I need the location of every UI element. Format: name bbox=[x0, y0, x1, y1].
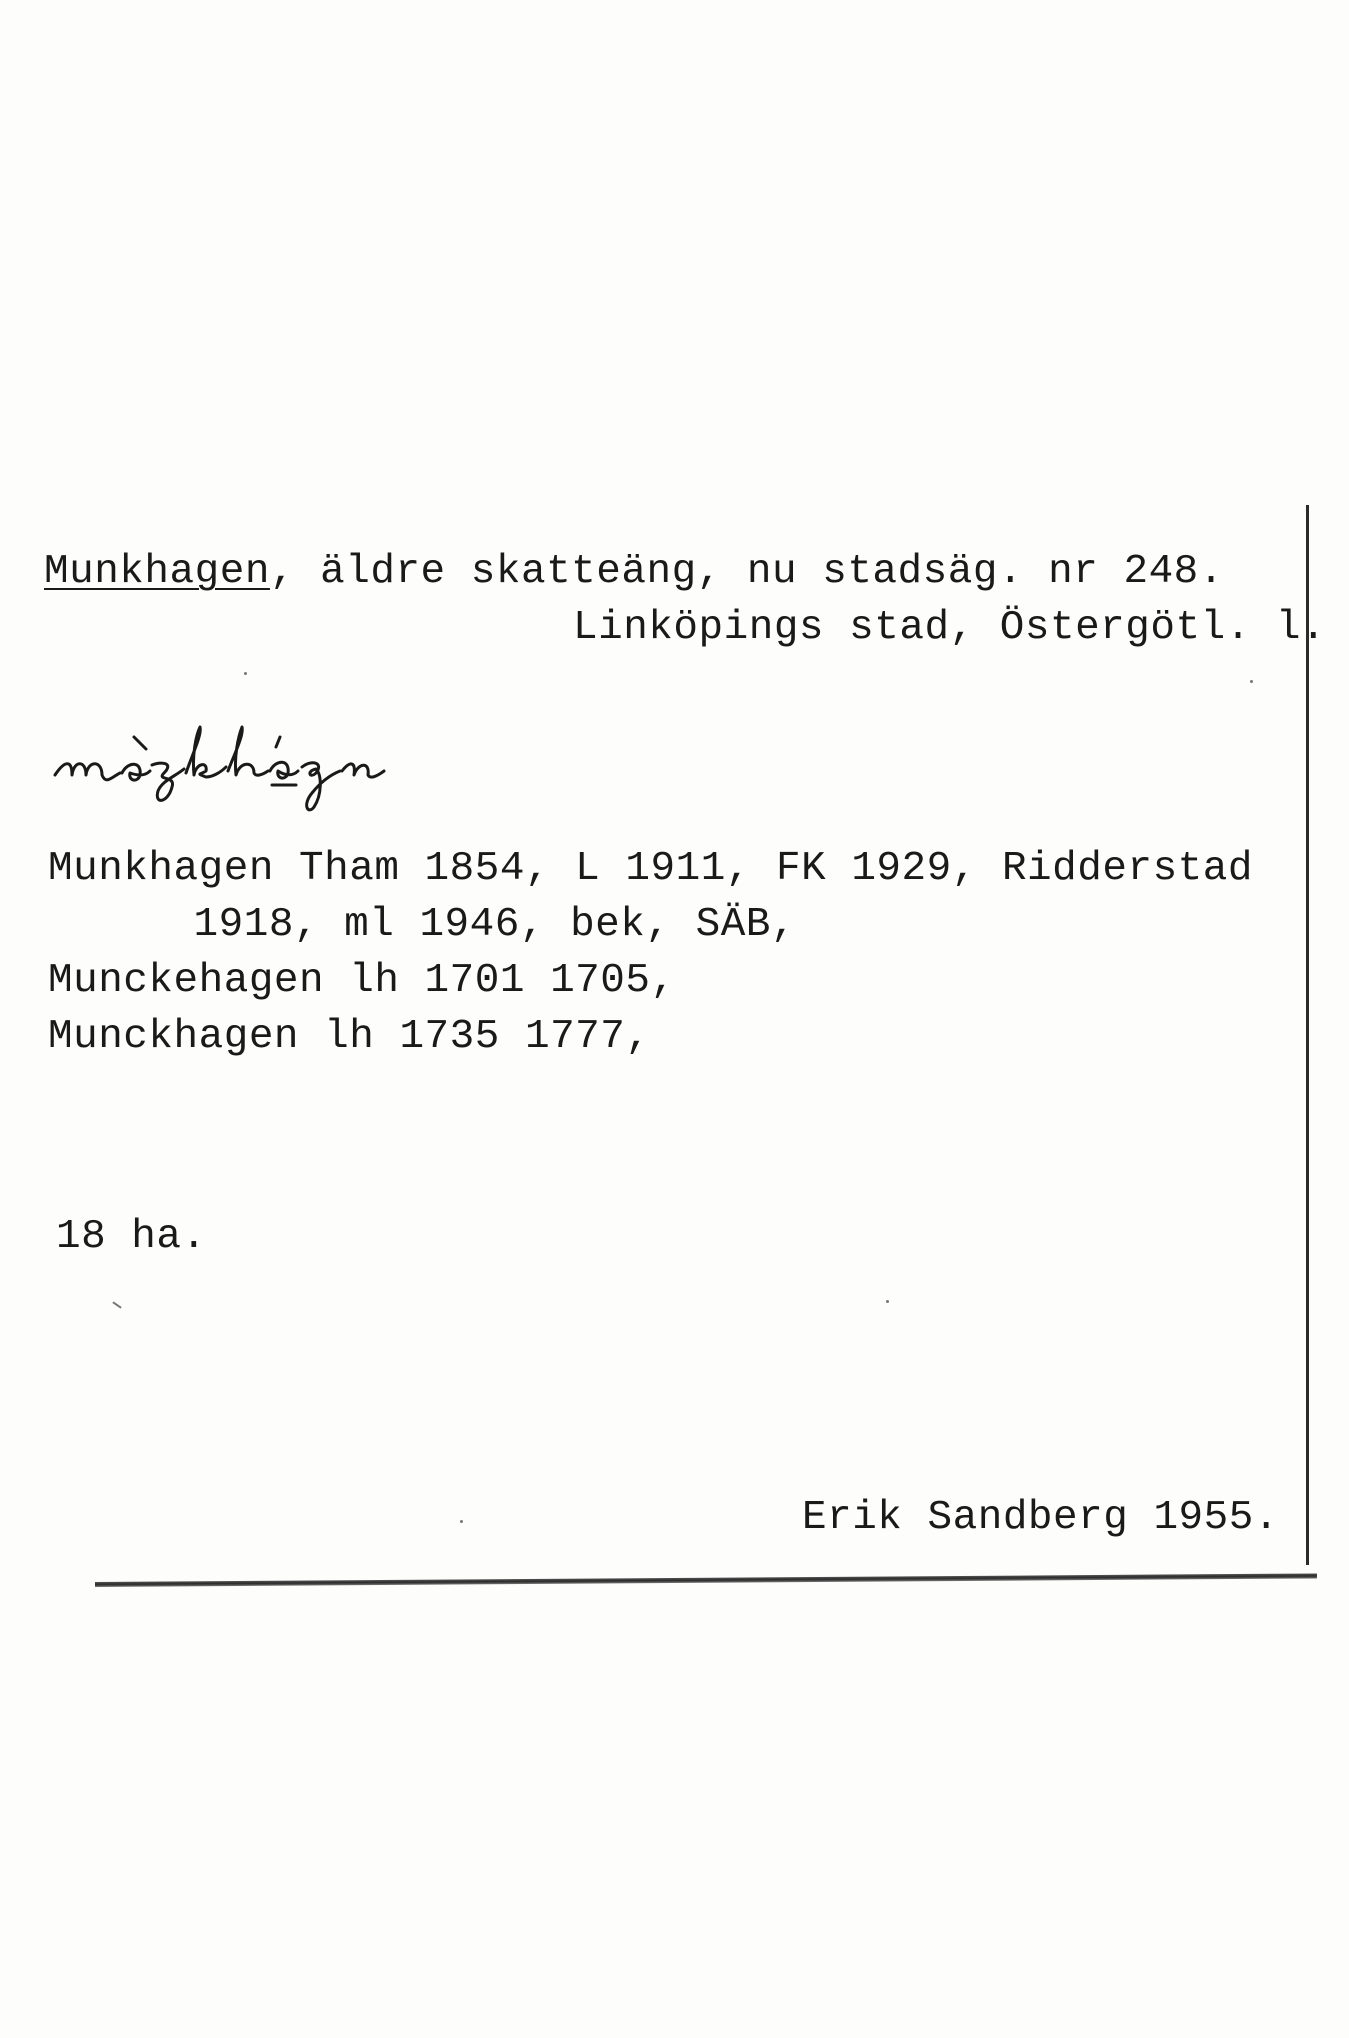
signature: Erik Sandberg 1955. bbox=[802, 1495, 1279, 1541]
place-name: Munkhagen bbox=[44, 549, 270, 595]
scan-speck bbox=[1250, 680, 1253, 683]
scan-speck bbox=[112, 1301, 121, 1308]
card-bottom-edge bbox=[95, 1573, 1317, 1587]
location-line: Linköpings stad, Östergötl. l. bbox=[573, 605, 1327, 651]
handwritten-pronunciation bbox=[50, 715, 590, 825]
pronunciation-text: mùŋkhågən bbox=[50, 823, 56, 824]
source-line-3: Munckehagen lh 1701 1705, bbox=[48, 958, 676, 1004]
scan-speck bbox=[244, 672, 247, 675]
scan-speck bbox=[886, 1300, 889, 1303]
scan-speck bbox=[460, 1520, 463, 1523]
header-line bbox=[44, 548, 1224, 596]
place-description: , äldre skatteäng, nu stadsäg. nr 248. bbox=[269, 549, 1224, 595]
source-line-1: Munkhagen Tham 1854, L 1911, FK 1929, Ridderstad bbox=[48, 846, 1253, 892]
source-line-2: 1918, ml 1946, bek, SÄB, bbox=[68, 902, 797, 948]
source-line-4: Munckhagen lh 1735 1777, bbox=[48, 1014, 651, 1060]
card-right-edge bbox=[1306, 505, 1309, 1565]
area-value: 18 ha. bbox=[56, 1214, 207, 1260]
